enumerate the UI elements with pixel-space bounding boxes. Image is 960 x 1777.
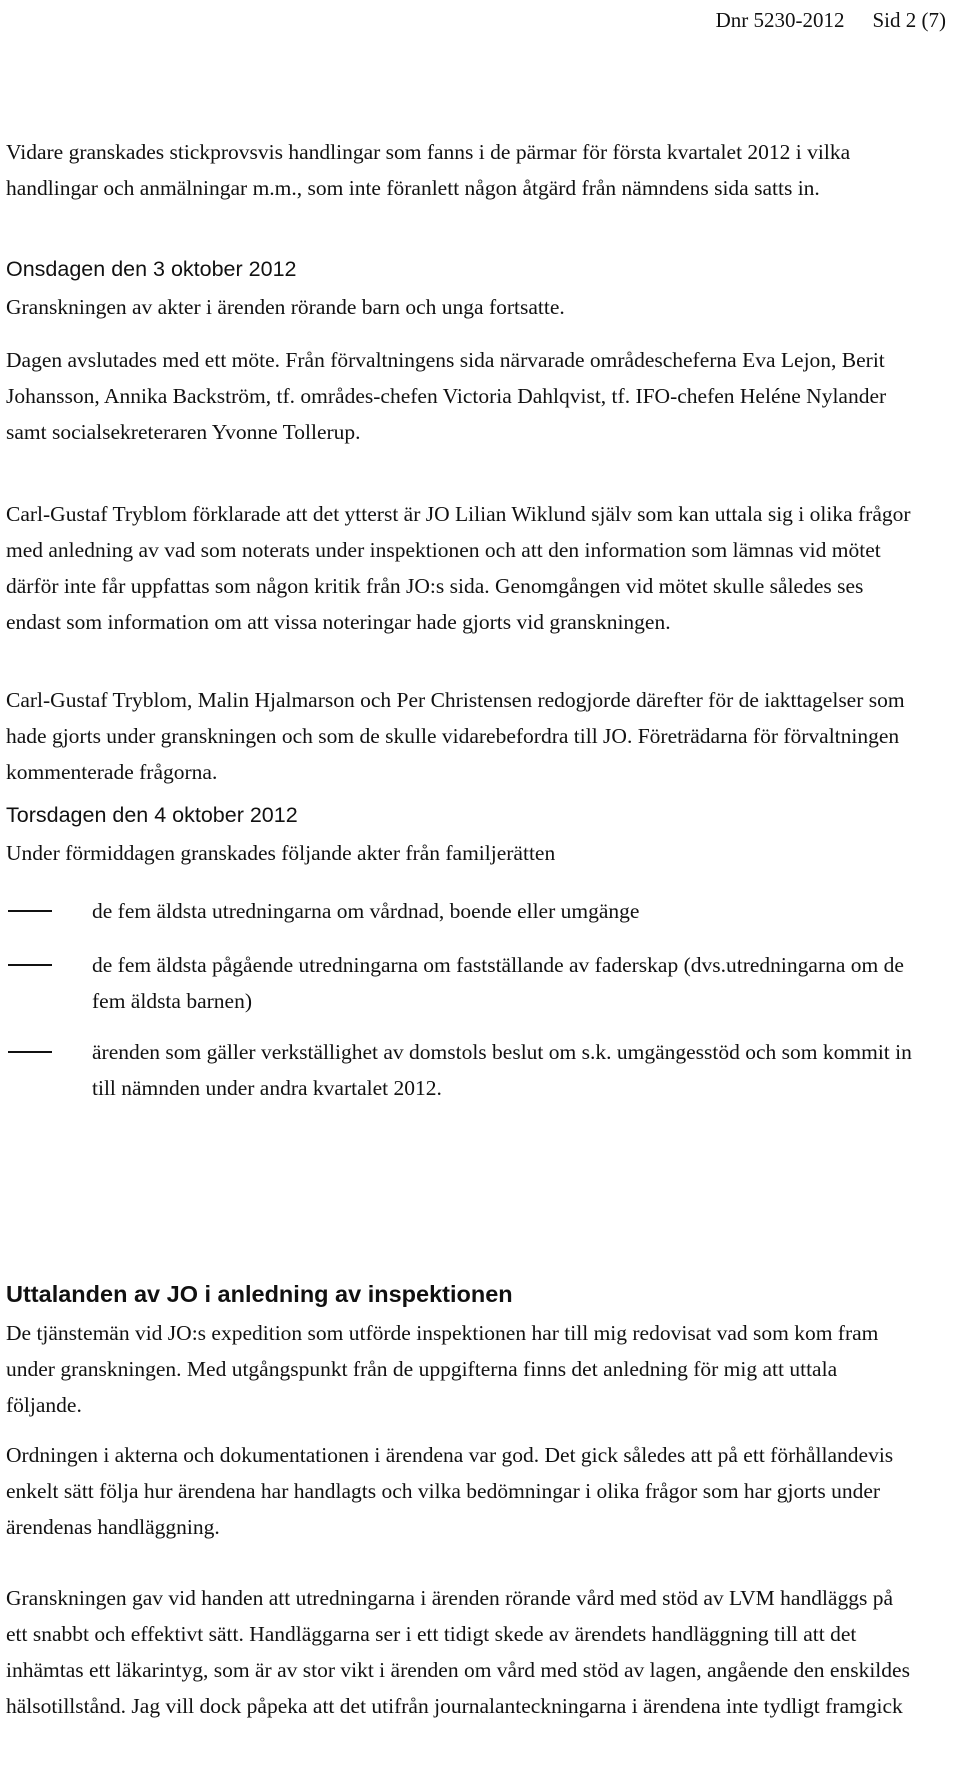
case-number: Dnr 5230-2012: [715, 8, 845, 32]
intro-paragraph: Vidare granskades stickprovsvis handlingar som fanns i de pärmar för första kvartalet 2012 i vilka handlingar och anmälningar m.m., som inte föranlett någon åtgärd från nämndens sida satts in.: [6, 140, 851, 200]
wednesday-paragraph-3: Carl-Gustaf Tryblom förklarade att det ytterst är JO Lilian Wiklund själv som kan uttala sig i olika frågor med anledning av vad som noterats under inspektionen och att den information som lämnas vid mötet därför inte får uppfattas som någon kritik från JO:s sida. Genomgången vid mötet skulle således ses endast som information om att vissa noteringar hade gjorts vid granskningen.: [6, 502, 911, 634]
wednesday-paragraph-1: Granskningen av akter i ärenden rörande barn och unga fortsatte.: [6, 295, 565, 319]
thursday-paragraph-1: Under förmiddagen granskades följande akter från familjerätten: [6, 841, 556, 865]
wednesday-heading: Onsdagen den 3 oktober 2012: [6, 257, 297, 281]
statements-paragraph-2: Ordningen i akterna och dokumentationen i ärendena var god. Det gick således att på ett förhållandevis enkelt sätt följa hur ärendena har handlagts och vilka bedömningar i olika frågor som har gjorts under ärendenas handläggning.: [6, 1443, 894, 1539]
statements-paragraph-1: De tjänstemän vid JO:s expedition som utförde inspektionen har till mig redovisat vad som kom fram under granskningen. Med utgångspunkt från de uppgifterna finns det anledning för mig att uttala följande.: [6, 1321, 879, 1417]
list-item-text: de fem äldsta utredningarna om vårdnad, boende eller umgänge: [92, 899, 640, 923]
statements-paragraph-3: Granskningen gav vid handen att utredningarna i ärenden rörande vård med stöd av LVM handläggs på ett snabbt och effektivt sätt. Handläggarna ser i ett tidigt skede av ärendets handläggning till att det inhämtas ett läkarintyg, som är av stor vikt i ärenden om vård med stöd av lagen, angående den enskildes hälsotillstånd. Jag vill dock påpeka att det utifrån journalanteckningarna i ärendena inte tydligt framgick: [6, 1586, 910, 1718]
page-number: Sid 2 (7): [872, 8, 946, 32]
statements-heading: Uttalanden av JO i anledning av inspektionen: [6, 1281, 513, 1307]
thursday-heading: Torsdagen den 4 oktober 2012: [6, 803, 298, 827]
list-item-text: ärenden som gäller verkställighet av domstols beslut om s.k. umgängesstöd och som kommit in till nämnden under andra kvartalet 2012.: [92, 1040, 912, 1100]
wednesday-paragraph-2: Dagen avslutades med ett möte. Från förvaltningens sida närvarade områdescheferna Eva Lejon, Berit Johansson, Annika Backström, tf. områdes-chefen Victoria Dahlqvist, tf. IFO-chefen Heléne Nylander samt socialsekreteraren Yvonne Tollerup.: [6, 348, 887, 444]
page-header: [716, 8, 946, 33]
wednesday-paragraph-4: Carl-Gustaf Tryblom, Malin Hjalmarson och Per Christensen redogjorde därefter för de iakttagelser som hade gjorts under granskningen och som de skulle vidarebefordra till JO. Företrädarna för förvaltningen kommenterade frågorna.: [6, 688, 905, 784]
list-item-text: de fem äldsta pågående utredningarna om fastställande av faderskap (dvs.utredningarna om de fem äldsta barnen): [92, 953, 904, 1013]
